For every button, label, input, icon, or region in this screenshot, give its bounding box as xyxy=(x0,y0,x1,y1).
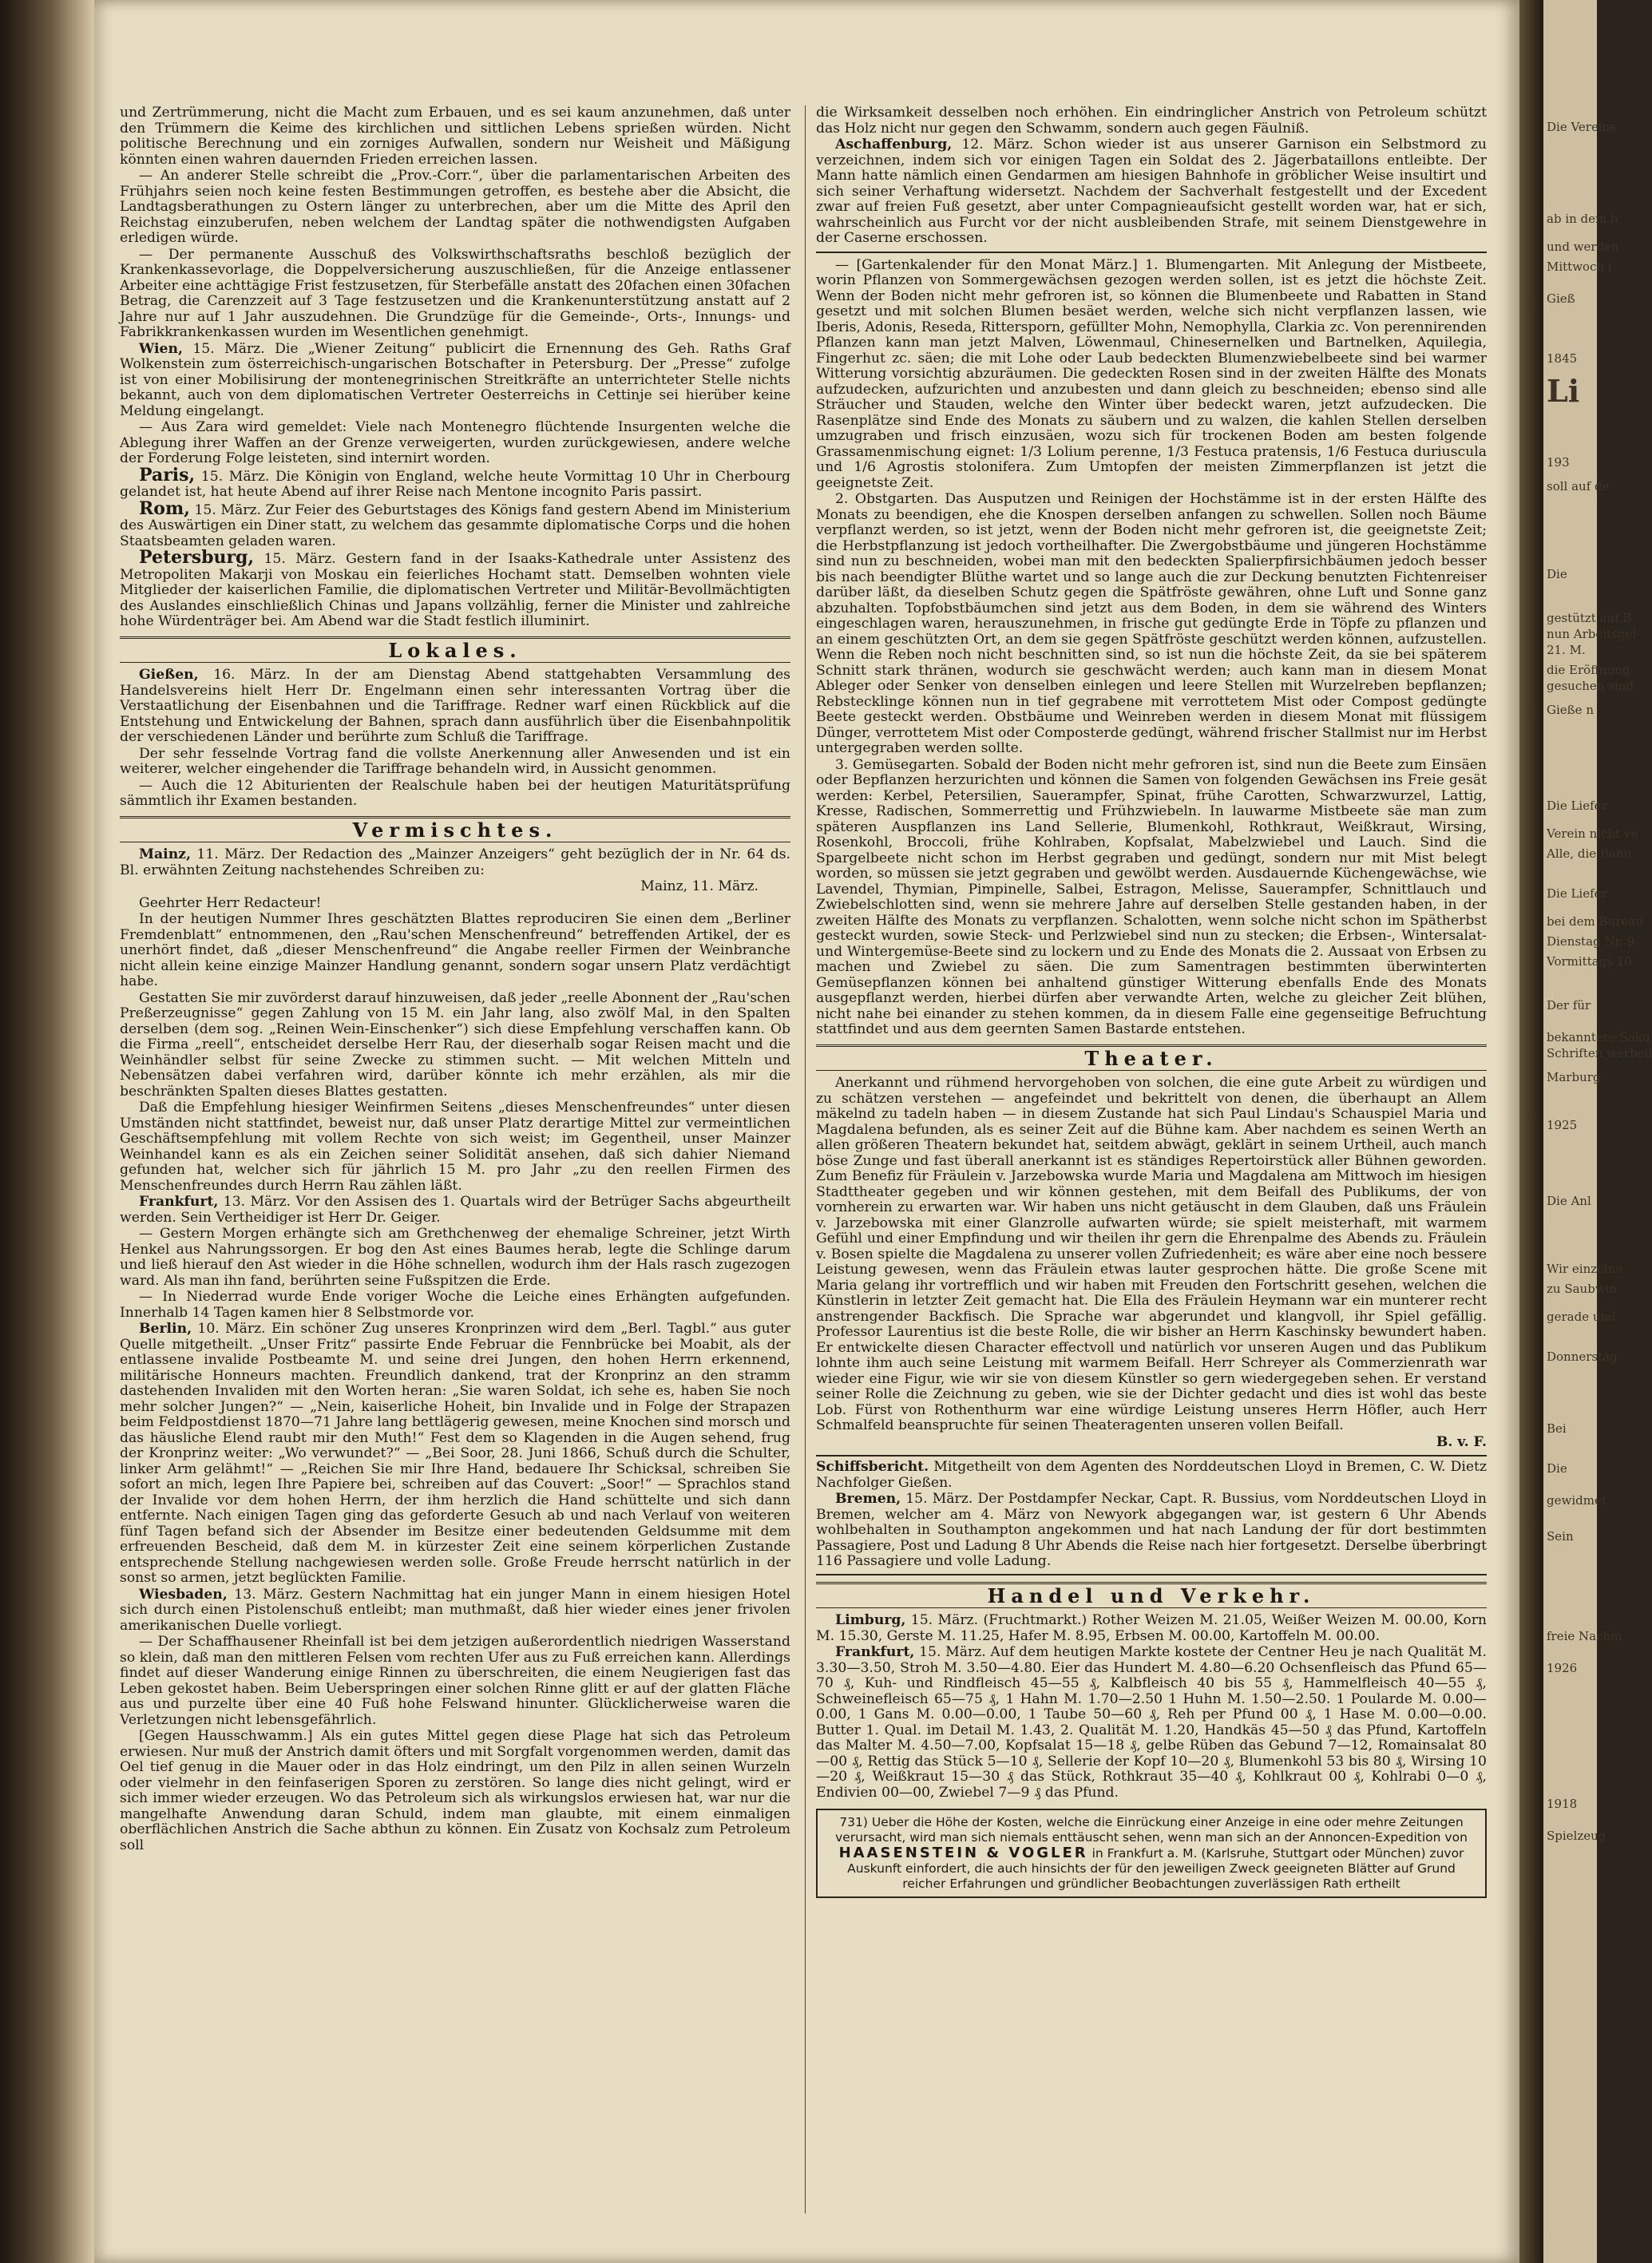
adjacent-page-text: die Eröffnung xyxy=(1547,663,1630,677)
ship-report-intro xyxy=(816,1460,1487,1491)
paris-report xyxy=(120,464,791,501)
ship-report xyxy=(816,1455,1487,1575)
report-text: 12. März. Schon wieder ist aus unserer Garnison ein Selbstmord zu verzeichnen, indem sich vor einigen Tagen ein Soldat des 2. Jägerbataillons entleibte. Der Mann hatte nämlich einen Gendarmen am hiesigen Bahnhofe in gröblicher Weise insultirt und sich seiner Verhaftung widersetzt. Nachdem der Sachverhalt festgestellt und der Excedent zwar auf freien Fuß gesetzt, aber unter Compagnieaufsicht gestellt worden war, hat er sich, wahrscheinlich aus Furcht vor der nicht ausbleibenden Strafe, mit seinem Dienstgewehre in der Caserne erschossen. xyxy=(816,137,1487,246)
adjacent-page-text: Schriften werbeil xyxy=(1547,1046,1652,1060)
letter-paragraph: In der heutigen Nummer Ihres geschätzten Blattes reproduciren Sie einen dem „Berliner Fremdenblatt“ entnommenen, den „Rau'schen Menschenfreund“ betreffenden Artikel, der es unerhört findet, daß „dieser Menschenfreund“ die Angabe reeller Firmen der Weinbranche nicht allein keine einzige Mainzer Handlung genannt, sondern sogar unsern Platz verdächtigt habe. xyxy=(120,911,790,989)
theater-review: Anerkannt und rühmend hervorgehoben von solchen, die eine gute Arbeit zu würdigen und zu schätzen verstehen — angefeindet und bekrittelt von denen, die überhaupt an Allem mäkelnd zu tadeln haben — in diesem Zustande hat sich Paul Lindau's Schauspiel Maria und Magdalena befunden, als es seiner Zeit auf die Bühne kam. Aber nachdem es seinen Werth an allen größeren Theatern bekundet hat, seitdem abwägt, geklärt in seinem Urtheil, auch manch böse Zunge und fast überall anerkannt ist es ständiges Repertoirstück aller Bühnen geworden. Zum Benefiz für Fräulein v. Jarzebowska wurde Maria und Magdalena am Mittwoch im hiesigen Stadttheater gegeben und wir können gestehen, mit dem Beifall des Publikums, der von vornherein zu erwarten war. Wir haben uns nicht getäuscht in dem Glauben, daß uns Fräulein v. Jarzebowska mit einer Glanzrolle aufwarten würde; sie spielt meisterhaft, mit warmem Gefühl und einer Empfindung und wir theilen ihr gern die Ehrenpalme des Abends zu. Fräulein v. Bosen spielte die Magdalena zu unserer vollen Zufriedenheit; es wäre aber eine noch bessere Leistung gewesen, wenn das Fräulein etwas lauter gesprochen hätte. Die große Scene mit Maria gelang ihr vortrefflich und wir haben mit Freuden den Fortschritt gesehen, welchen die Künstlerin in letzter Zeit gemacht hat. Die Ella des Fräulein Heymann war ein munterer recht anstrengender Backfisch. Die Sprache war abgerundet und klangvoll, ihr Spiel gefällig. Professor Laurentius ist die beste Rolle, die wir bisher an Herrn Kaschinsky bewundert haben. Er entwickelte diesen Character effectvoll und natürlich vor unseren Augen und das Publikum lohnte ihm auch seine Leistung mit warmem Beifall. Herr Schreyer als Commerzienrath war wieder eine Figur, wie wir sie von diesem Künstler so gern wiedergegeben sehen. Er verstand seiner Rolle die Zeichnung zu geben, wie sie der Dichter gedacht und dies ist wohl das beste Lob. Fürst von Rothenthurm war eine würdige Leistung unseres Herrn Höfler, auch Herr Schmalfeld beanspruchte für seinen Theateragenten unseren vollen Beifall. xyxy=(816,1075,1487,1433)
dateline-place: Aschaffenburg, xyxy=(835,137,953,153)
adjacent-page-text: freie Nachm xyxy=(1547,1629,1622,1643)
garden-paragraph: 3. Gemüsegarten. Sobald der Boden nicht mehr gefroren ist, sind nun die Beete zum Einsäen oder Bepflanzen herzurichten und können die Samen von folgenden Gewächsen ins Freie gesät werden: Kerbel, Petersilien, Sauerampfer, Spinat, frühe Carotten, Schwarzwurzel, Lattig, Kresse, Radischen, Sommerrettig und Frühzwiebeln. In lauwarme Mistbeete säe man zum späteren Auspflanzen ins Land Sellerie, Blumenkohl, Rothkraut, Weißkraut, Wirsing, Rosenkohl, Broccoli, frühe Kohlraben, Kopfsalat, Mabelzwiebel und Lauch. Sind die Spargelbeete nicht schon im Herbst gegraben und gedüngt, sondern nur mit Mist belegt worden, so müssen sie jetzt gegraben und gewölbt werden. Ausdauernde Küchengewächse, wie Lavendel, Thymian, Pimpinelle, Salbei, Estragon, Melisse, Sauerampfer, Schnittlauch und Zwiebelschlotten sind, wenn sie mehrere Jahre auf derselben Stelle gestanden haben, in der zweiten Hälfte des Monats zu verpflanzen. Schalotten, wenn solche nicht schon im Spätherbst gesteckt wurden, sowie Steck- und Perlzwiebel sind nun zu stecken; die Erbsen-, Wintersalat- und Wintergemüse-Beete sind zu lockern und zu Ende des Monats die 2. Aussaat von Erbsen zu machen und Zwiebel zu säen. Die zum Samentragen bestimmten überwinterten Gemüsepflanzen können bei anhaltend günstiger Witterung ebenfalls Ende des Monats ausgepflanzt werden, hierbei dürfen aber verwandte Arten, welche zu gleicher Zeit blühen, nicht nahe bei einander zu stehen kommen, da in diesem Falle eine gegenseitige Befruchtung stattfindet und aus dem geernten Samen Bastarde entstehen. xyxy=(816,756,1487,1037)
adjacent-page-text: ab in dem h xyxy=(1547,212,1618,226)
section-heading-handel: Handel und Verkehr. xyxy=(816,1582,1487,1609)
report-text: 15. März. Auf dem heutigen Markte kostete der Centner Heu je nach Qualität M. 3.30—3.50, Stroh M. 3.50—4.80. Eier das Hundert M. 4.80—6.20 Ochsenfleisch das Pfund 65—70 ₰, Kuh- und Rindfleisch 45—55 ₰, Kalbfleisch 40 bis 55 ₰, Hammelfleisch 40—55 ₰, Schweinefleisch 65—75 ₰, 1 Hahn M. 1.70—2.50 1 Huhn M. 1.50—2.50. 1 Poularde M. 0.00—0.00, 1 Gans M. 0.00—0.00, 1 Taube 50—60 ₰, Reh per Pfund 00 ₰, 1 Hase M. 0.00—0.00. Butter 1. Qual. im Detail M. 1.43, 2. Qualität M. 1.20, Handkäs 45—50 ₰ das Pfund, Kartoffeln das Malter M. 4.50—7.00, Kopfsalat 15—18 ₰, gelbe Rüben das Gebund 7—12, Romainsalat 80—00 ₰, Rettig das Stück 5—10 ₰, Sellerie der Kopf 10—20 ₰, Blumenkohl 53 bis 80 ₰, Wirsing 10—20 ₰, Weißkraut 15—30 ₰ das Stück, Rothkraut 35—40 ₰, Kohlkraut 00 ₰, Kohlrabi 0—0 ₰, Endivien 00—00, Zwiebel 7—9 ₰ das Pfund. xyxy=(816,1644,1487,1801)
dateline-place: Petersburg, xyxy=(139,547,255,568)
dateline-place: Paris, xyxy=(139,464,196,485)
review-signature: B. v. F. xyxy=(1436,1433,1487,1450)
adjacent-page-text: Li xyxy=(1547,373,1580,409)
report-text: 16. März. In der am Dienstag Abend stattgehabten Versammlung des Handelsvereins hielt Herr Dr. Engelmann einen sehr interessanten Vortrag über die Verstaatlichung der Eisenbahnen und die Tariffrage. Redner warf einen Rückblick auf die Entstehung und Entwickelung der Bahnen, sprach dann ausführlich über die Eisenbahnpolitik der verschiedenen Länder und berührte zum Schluß die Tariffrage. xyxy=(120,667,790,745)
adjacent-page-text: 1845 xyxy=(1547,351,1578,366)
dateline-place: Mainz, xyxy=(139,846,191,862)
adjacent-page-text: nun Arbeitsgel xyxy=(1547,627,1637,641)
report-text: 13. März. Gestern Nachmittag hat ein junger Mann in einem hiesigen Hotel sich durch einen Pistolenschuß entleibt; man muthmaßt, daß hier wieder eines jener frivolen amerikanischen Duelle vorliegt. xyxy=(120,1586,790,1634)
adjacent-page-fragment xyxy=(1543,0,1652,2263)
adjacent-page-text: Gieße n xyxy=(1547,703,1594,717)
article-paragraph: und Zertrümmerung, nicht die Macht zum Erbauen, und es sei kaum anzunehmen, daß unter den Trümmern die Keime des kirchlichen und sittlichen Lebens sprießen würden. Nicht politische Berechnung und ein zorniges Aufwallen, sondern nur Weisheit und Mäßigung könnten einen wahren dauernden Frieden erreichen lassen. xyxy=(120,105,790,168)
adjacent-page-text: gewidmet xyxy=(1547,1493,1606,1508)
adjacent-page-text: bei dem Bureau xyxy=(1547,914,1643,929)
advertisement xyxy=(816,1809,1487,1898)
adjacent-page-text: Die Liefer xyxy=(1547,799,1607,813)
zara-report: — Aus Zara wird gemeldet: Viele nach Montenegro flüchtende Insurgenten welche die Ablegung ihrer Waffen an der Grenze verweigerten, wurden zurückgewiesen, andere welche der Forderung Folge leisteten, sind internirt worden. xyxy=(120,419,790,466)
report-text: 11. März. Der Redaction des „Mainzer Anzeigers“ geht bezüglich der in Nr. 64 ds. Bl. erwähnten Zeitung nachstehendes Schreiben zu: xyxy=(120,846,790,878)
report-text: 15. März. Gestern fand in der Isaaks-Kathedrale unter Assistenz des Metropoliten Makarji von Moskau ein feierliches Hochamt statt. Demselben wohnten viele Mitglieder der kaiserlichen Familie, die diplomatischen Vertreter und Militär-Bevollmächtigten des Auslandes einschließlich Chinas und Japans vollzählig, ferner die Minister und zahlreiche hohe Würdenträger bei. Am Abend war die Stadt festlich illuminirt. xyxy=(120,551,790,629)
article-paragraph: die Wirksamkeit desselben noch erhöhen. Ein eindringlicher Anstrich von Petroleum schützt das Holz nicht nur gegen den Schwamm, sondern auch gegen Fäulniß. xyxy=(816,105,1487,137)
ad-text: 731) Ueber die Höhe der Kosten, welche die Einrückung einer Anzeige in eine oder mehre Zeitungen verursacht, wird man sich niemals enttäuscht sehen, wenn man sich an der Annoncen-Expedition von xyxy=(835,1815,1468,1845)
letter-paragraph: Daß die Empfehlung hiesiger Weinfirmen Seitens „dieses Menschenfreundes“ unter diesen Umständen nicht stattfindet, beweist nur, daß unser Platz derartige Mittel zur vermeintlichen Geschäftsempfehlung mit vollem Rechte von sich weist; im Gegentheil, unser Mainzer Weinhandel kann es als ein Zeichen seiner Solidität ansehen, daß sich dahier Niemand gefunden hat, welcher sich für jährlich 15 M. pro Jahr „zu den reellen Firmen des Menschenfreundes durch Herrn Rau zählen läßt. xyxy=(120,1100,790,1194)
separator-rule xyxy=(816,252,1487,253)
article-paragraph: [Gegen Hausschwamm.] Als ein gutes Mittel gegen diese Plage hat sich das Petroleum erwiesen. Nur muß der Anstrich damit öfters und mit Sorgfalt vorgenommen werden, damit das Oel tief genug in die Mauer oder in das Holz eindringt, um den Pilz in allen seinen Wurzeln oder vielmehr in den feinfaserigen Sporen zu zerstören. So lange dies nicht gelingt, wird er sich immer wieder erzeugen. Wo das Petroleum sich als wirkungslos erwiesen hat, war nur die mangelhafte Anwendung daran Schuld, indem man glaubte, mit einem einmaligen oberflächlichen Anstrich die Sache abthun zu können. Ein Zusatz von Kochsalz zum Petroleum soll xyxy=(120,1728,790,1853)
report-text: 15. März. Der Postdampfer Neckar, Capt. R. Bussius, vom Norddeutschen Lloyd in Bremen, welcher am 4. März von Newyork abgegangen war, ist gestern 6 Uhr Abends wohlbehalten in Southampton angekommen und hat nach Landung der für dort bestimmten Passagiere, Post und Ladung 8 Uhr Abends die Reise nach hier fortgesetzt. Derselbe überbringt 116 Passagiere und volle Ladung. xyxy=(816,1491,1487,1569)
section-heading-theater: Theater. xyxy=(816,1044,1487,1072)
adjacent-page-text: Mittwoch i xyxy=(1547,260,1612,274)
section-heading-lokales: Lokales. xyxy=(120,636,790,664)
ad-firm-name: HAASENSTEIN & VOGLER xyxy=(838,1845,1088,1861)
dateline-place: Berlin, xyxy=(139,1321,192,1337)
column-divider xyxy=(805,105,806,2213)
article-paragraph: — Der permanente Ausschuß des Volkswirthschaftsraths beschloß bezüglich der Krankenkassevorlage, die Doppelversicherung auszuschließen, für die Anzeige entlassener Arbeiter eine achttägige Frist festzusetzen, für Sterbefälle anstatt des 20fachen einen 30fachen Betrag, die Carenzzeit auf 3 Tage festzusetzen und die Krankenunterstützung anstatt auf 2 Jahre nur auf 1 Jahr auszudehnen. Die Grundzüge für die Gemeinde-, Orts-, Innungs- und Fabrikkrankenkassen wurden im Wesentlichen genehmigt. xyxy=(120,246,790,340)
article-paragraph: — Auch die 12 Abiturienten der Realschule haben bei der heutigen Maturitätsprüfung sämmtlich ihr Examen bestanden. xyxy=(120,777,790,809)
article-paragraph: — Der Schaffhausener Rheinfall ist bei dem jetzigen außerordentlich niedrigen Wasserstand so klein, daß man den mittleren Felsen vom rechten Ufer aus zu Fuß erreichen kann. Allerdings findet auf dieser Wanderung einige Rinnen zu überschreiten, die einem Neugierigen fast das Leben gekostet haben. Beim Ueberspringen einer solchen Rinne glitt er auf der glatten Fläche aus und purzelte über eine 40 Fuß hohe Felswand hinunter. Glücklicherweise waren die Verletzungen nicht lebensgefährlich. xyxy=(120,1634,790,1728)
adjacent-page-text: Die xyxy=(1547,1461,1567,1476)
report-text: Mitgetheilt von dem Agenten des Norddeutschen Lloyd in Bremen, C. W. Dietz Nachfolger Gießen. xyxy=(816,1459,1487,1491)
adjacent-page-text: 1926 xyxy=(1547,1661,1578,1675)
book-gutter xyxy=(1519,0,1543,2263)
article-paragraph: Der sehr fesselnde Vortrag fand die vollste Anerkennung aller Anwesenden und ist ein weiterer, welcher eingehender die Tariffrage behandeln wird, in Aussicht genommen. xyxy=(120,745,790,777)
adjacent-page-text: zu Saubwin xyxy=(1547,1282,1618,1296)
adjacent-page-text: Vormittags 10 xyxy=(1547,954,1632,969)
adjacent-page-text: Wir einzelne xyxy=(1547,1262,1623,1276)
limburg-market-report xyxy=(816,1613,1487,1644)
report-text: 15. März. (Fruchtmarkt.) Rother Weizen M. 21.05, Weißer Weizen M. 00.00, Korn M. 15.30, Gerste M. 11.25, Hafer M. 8.95, Erbsen M. 00.00, Kartoffeln M. 00.00. xyxy=(816,1612,1487,1644)
adjacent-page-text: bekanntere Saku xyxy=(1547,1030,1650,1044)
frankfurt-market-report xyxy=(816,1645,1487,1801)
adjacent-page-text: gesuchen sind xyxy=(1547,679,1634,693)
garden-paragraph: — [Gartenkalender für den Monat März.] 1. Blumengarten. Mit Anlegung der Mistbeete, worin Pflanzen von Sommergewächsen gezogen werden sollen, ist es jetzt die höchste Zeit. Wenn der Boden nicht mehr gefroren ist, so können die Blumenbeete und Rabatten in Stand gesetzt und mit solchen Blumen besäet werden, welche sich nicht verpflanzen lassen, wie Iberis, Adonis, Reseda, Rittersporn, gefüllter Mohn, Nemophylla, Clarkia zc. Von perennirenden Pflanzen kann man jetzt Malven, Löwenmaul, Chinesernelken und Bartnelken, Aquilegia, Fingerhut zc. säen; die mit Lohe oder Laub bedeckten Blumenzwiebelbeete sind bei warmer Witterung vorsichtig abzuräumen. Die gedeckten Rosen sind in der zweiten Hälfte des Monats aufzudecken, aufzurichten und anzubesten und dann gleich zu beschneiden; ebenso sind alle Sträucher und Stauden, welche den Winter über bedeckt waren, jetzt aufzudecken. Die Rasenplätze sind Ende des Monats zu säubern und zu walzen, die kahlen Stellen derselben umzugraben und frisch einzusäen, wozu sich für trockenen Boden am besten folgende Grassamenmischung eignet: 1/3 Lolium perenne, 1/3 Festuca pratensis, 1/6 Festuca duriuscula und 1/6 Agrostis stolonifera. Zum Umtopfen der meisten Zimmerpflanzen ist jetzt die geeignetste Zeit. xyxy=(816,256,1487,491)
left-column xyxy=(120,105,790,2213)
section-heading-vermischtes: Vermischtes. xyxy=(120,816,790,843)
adjacent-page-text: soll auf de xyxy=(1547,479,1610,493)
adjacent-page-text: Alle, die Bahn xyxy=(1547,846,1632,861)
article-paragraph: — In Niederrad wurde Ende voriger Woche die Leiche eines Erhängten aufgefunden. Innerhalb 14 Tagen kamen hier 8 Selbstmorde vor. xyxy=(120,1289,790,1321)
adjacent-page-text: Die Liefer xyxy=(1547,886,1607,901)
dateline-place: Gießen, xyxy=(139,667,199,683)
report-text: 15. März. Die Königin von England, welche heute Vormittag 10 Uhr in Cherbourg gelandet ist, hat heute Abend auf ihrer Reise nach Mentone incognito Paris passirt. xyxy=(120,468,791,500)
letter-salutation: Geehrter Herr Redacteur! xyxy=(139,894,322,911)
adjacent-page-text: gerade und xyxy=(1547,1310,1616,1324)
report-text: 13. März. Vor den Assisen des 1. Quartals wird der Betrüger Sachs abgeurtheilt werden. Sein Vertheidiger ist Herr Dr. Geiger. xyxy=(120,1194,790,1226)
report-text: 10. März. Ein schöner Zug unseres Kronprinzen wird dem „Berl. Tagbl.“ aus guter Quelle mitgetheilt. „Unser Fritz“ passirte Ende Februar die Fennbrücke bei Moabit, als der entlassene invalide Postbeamte M. und seine drei Jungen, den hohen Herrn erkennend, militärische Honneurs machten. Freundlich dankend, trat der Kronprinz an den stramm dastehenden Invaliden mit den Worten heran: „Sie waren Soldat, ich sehe es, haben Sie noch mehr solcher Jungen?“ — „Nein, kaiserliche Hoheit, bin Invalide und in Folge der Strapazen beim Feldpostdienst 1870—71 Jahre lang bettlägerig gewesen, meine Knochen sind morsch und das häusliche Elend raubt mir den Muth!“ Fest dem so Klagenden in die Augen sehend, frug der Kronprinz weiter: „Wo verwundet?“ — „Bei Soor, 28. Juni 1866, Schuß durch die Schulter, linker Arm gelähmt!“ — „Reichen Sie mir Ihre Hand, bedauere Ihr Schicksal, schreiben Sie sofort an mich, legen Ihre Papiere bei, schreiben auf das Couvert: „Soor!“ — Sprachlos stand der Invalide vor dem hohen Herrn, der ihm herzlich die Hand schüttelte und sich dann entfernte. Nach einigen Tagen ging das geforderte Gesuch ab und nach Verlauf von weiteren fünf Tagen befand sich der Absender im Besitze einer bedeutenden Geldsumme mit dem erfreuenden Bescheid, daß dem M. in kürzester Zeit eine seinem körperlichen Zustande entsprechende Stellung nachgewiesen werden solle. Große Freude herrscht natürlich in der sonst so armen, jetzt beglückten Familie. xyxy=(120,1321,790,1586)
report-text: 15. März. Die „Wiener Zeitung“ publicirt die Ernennung des Geh. Raths Graf Wolkenstein zum österreichisch-ungarischen Botschafter in Petersburg. Der „Presse“ zufolge ist von einer Mobilisirung der montenegrinischen Streitkräfte an unterrichteter Stelle nichts bekannt, auch von dem diplomatischen Vertreter Oesterreichs in Cettinje sei hierüber keine Meldung eingelangt. xyxy=(120,340,790,419)
report-text: 15. März. Zur Feier des Geburtstages des Königs fand gestern Abend im Ministerium des Auswärtigen ein Diner statt, zu welchem das gesammte diplomatische Corps und die hohen Staatsbeamten geladen waren. xyxy=(120,501,791,549)
adjacent-page-text: Die Anl xyxy=(1547,1194,1591,1208)
adjacent-page-text: Der für xyxy=(1547,998,1591,1013)
ship-report-heading: Schiffsbericht. xyxy=(816,1459,929,1475)
berlin-report xyxy=(120,1322,790,1587)
right-column xyxy=(816,105,1487,2213)
adjacent-page-text: und werden xyxy=(1547,240,1619,254)
dateline-place: Frankfurt, xyxy=(835,1644,915,1660)
adjacent-page-text: 21. M. xyxy=(1547,643,1586,657)
dateline-place: Wiesbaden, xyxy=(139,1586,228,1603)
letter-paragraph: Gestatten Sie mir zuvörderst darauf hinzuweisen, daß jeder „reelle Abonnent der „Rau'schen Preßerzeugnisse“ gegen Zahlung von 15 M. ein Jahr lang, also zwölf Mal, in den Spalten derselben (dem sog. „Reinen Wein-Einschenker“) sich diese Empfehlung verschaffen kann. Ob die Firma „reell“, entscheidet derselbe Herr Rau, der dieserhalb sogar Reisen macht und die Weinhändler selbst für seine Zwecke zu stimmen sucht. — Mit welchen Mitteln und Nebensätzen dabei verfahren wird, darüber könnte ich mehr erzählen, als mir die beschränkten Spalten dieses Blattes gestatten. xyxy=(120,989,790,1100)
article-paragraph: — An anderer Stelle schreibt die „Prov.-Corr.“, über die parlamentarischen Arbeiten des Frühjahrs seien noch keine festen Bestimmungen getroffen, es bestehe aber die Absicht, die Landtagsberathungen zu Ostern länger zu unterbrechen, aber um die Mitte des April den Reichstag einzuberufen, neben welchem der Landtag später die nothwendigsten Aufgaben erledigen würde. xyxy=(120,168,790,246)
frankfurt-report xyxy=(120,1195,790,1226)
dateline-place: Wien, xyxy=(139,340,183,357)
mainz-report xyxy=(120,847,790,878)
adjacent-page-text: Die xyxy=(1547,567,1567,581)
wiesbaden-report xyxy=(120,1587,790,1635)
bremen-report xyxy=(816,1492,1487,1570)
book-edge xyxy=(0,0,94,2263)
wien-report xyxy=(120,342,790,420)
article-paragraph: — Gestern Morgen erhängte sich am Grethchenweg der ehemalige Schreiner, jetzt Wirth Henkel aus Nahrungssorgen. Er bog den Ast eines Baumes herab, legte die Schlinge darum und ließ hierauf den Ast wieder in die Höhe schnellen, wodurch ihm der Hals rasch zugezogen ward. Als man ihn fand, berührten seine Fußspitzen die Erde. xyxy=(120,1226,790,1289)
dateline-place: Limburg, xyxy=(835,1612,906,1628)
aschaffenburg-report xyxy=(816,137,1487,247)
garden-paragraph: 2. Obstgarten. Das Ausputzen und Reinigen der Hochstämme ist in der ersten Hälfte des Monats zu beendigen, ehe die Knospen derselben anfangen zu schwellen. Sollen noch Bäume verpflanzt werden, so ist jetzt, wenn der Boden nicht mehr gefroren ist, die geeignetste Zeit; die Herbstpflanzung ist jedoch vortheilhafter. Die Zwergobstbäume und jüngeren Hochstämme sind nun zu beschneiden, wobei man mit den bedeckten Spalierpfirsichbäumen jedoch besser bis nach beendigter Blüthe wartet und so lange auch die zur Deckung benutzten Fichtenreiser darüber läßt, da dieselben Schutz gegen die Spätfröste gewähren, ohne Luft und Sonne ganz abzuhalten. Topfobstbäumchen sind jetzt aus dem Boden, in dem sie während des Winters eingeschlagen waren, herauszunehmen, in frische gut gedüngte Erde in Töpfe zu pflanzen und an einem geschützten Ort, an dem sie gegen Spätfröste geschützt werden können, aufzustellen. Wenn die Reben noch nicht beschnitten sind, so ist nun die höchste Zeit, da sie bei späterem Schnitt stark thränen, wodurch sie geschwächt werden; auch kann man in diesem Monat Ableger oder Senker von denselben einlegen und leere Stellen mit Wurzelreben bepflanzen; Rebstecklinge können nun in tief gegrabene mit verrottetem Mist oder Compost gedüngte Beete gesteckt werden. Obstbäume und Weinreben werden in diesem Monat mit flüssigem Dünger, verrottetem Mist oder Composterde gedüngt, während frischer Stallmist nur im Herbst untergegraben werden sollte. xyxy=(816,491,1487,756)
dateline-place: Frankfurt, xyxy=(139,1194,219,1210)
adjacent-page-text: 193 xyxy=(1547,455,1570,470)
giessen-report xyxy=(120,668,790,746)
adjacent-page-text: Spielzeug xyxy=(1547,1829,1606,1843)
adjacent-page-text: Gieß xyxy=(1547,291,1575,306)
adjacent-page-text: 1925 xyxy=(1547,1118,1578,1132)
adjacent-page-text: 1918 xyxy=(1547,1797,1578,1811)
adjacent-page-text: Donnerstag xyxy=(1547,1349,1618,1364)
adjacent-page-text: Bei xyxy=(1547,1421,1567,1436)
letter-dateline: Mainz, 11. März. xyxy=(640,878,759,894)
rom-report xyxy=(120,497,791,550)
adjacent-page-text: gestützt auf B xyxy=(1547,611,1632,625)
adjacent-page-text: Marburg xyxy=(1547,1070,1601,1084)
adjacent-page-text: Die Vereins xyxy=(1547,120,1617,134)
adjacent-page-text: Sein xyxy=(1547,1529,1574,1544)
petersburg-report xyxy=(120,547,790,630)
dateline-place: Bremen, xyxy=(835,1491,901,1507)
adjacent-page-text: Dienstag Nr. 9 xyxy=(1547,934,1635,949)
ad-text: in Frankfurt a. M. (Karlsruhe, Stuttgart oder München) zuvor Auskunft einfordert, die auch hinsichts der für den jeweiligen Zweck geeigneten Blätter auf Grund reicher Erfahrungen und gründlicher Beobachtungen zuverlässigen Rath ertheilt xyxy=(847,1846,1464,1891)
dateline-place: Rom, xyxy=(139,497,190,519)
adjacent-page-text: Verein nicht ve xyxy=(1547,826,1638,841)
